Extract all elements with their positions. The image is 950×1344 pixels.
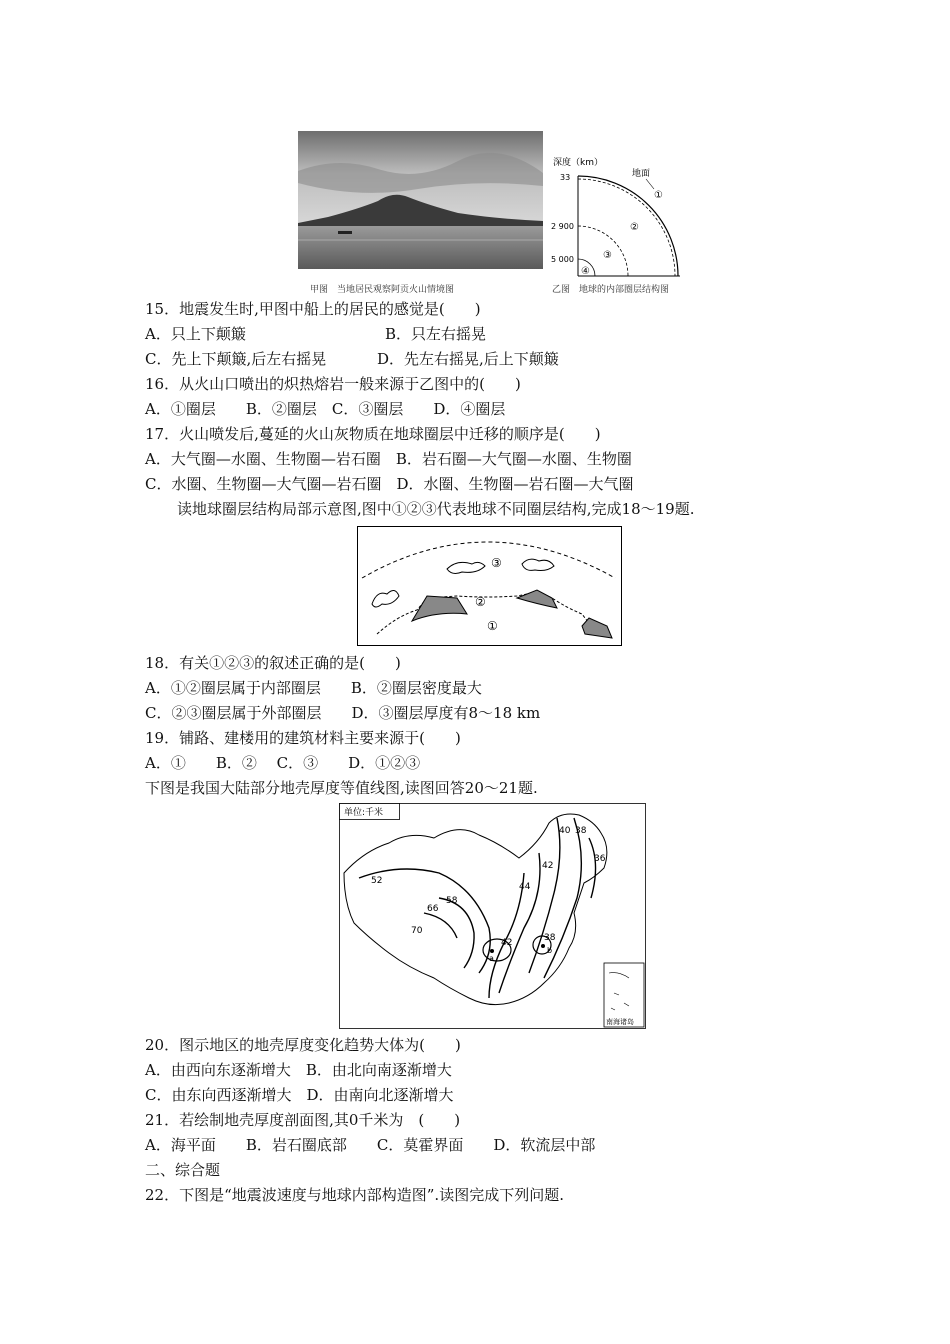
q22-stem: 22．下图是“地震波速度与地球内部构造图”.读图完成下列问题. bbox=[145, 1186, 564, 1204]
layer-2-label: ② bbox=[475, 595, 486, 609]
label-42-inner: 42 bbox=[501, 938, 513, 948]
q20-options-row2: C．由东向西逐渐增大 D．由南向北逐渐增大 bbox=[145, 1086, 454, 1104]
photo-caption: 甲图 当地居民观察阿贡火山情境图 bbox=[310, 285, 455, 295]
q19-options: A．① B．② C．③ D．①②③ bbox=[145, 754, 421, 772]
q15-option-b: B．只左右摇晃 bbox=[385, 325, 487, 343]
depth-33: 33 bbox=[560, 173, 571, 182]
q19-stem: 19．铺路、建楼用的建筑材料主要来源于( ) bbox=[145, 729, 461, 747]
label-42: 42 bbox=[542, 861, 554, 871]
label-70: 70 bbox=[411, 926, 423, 936]
q15-stem: 15．地震发生时,甲图中船上的居民的感觉是( ) bbox=[145, 300, 481, 318]
diagram-caption: 乙图 地球的内部圈层结构图 bbox=[552, 285, 670, 295]
label-44: 44 bbox=[519, 882, 531, 892]
label-38: 38 bbox=[575, 826, 587, 836]
earth-layer-diagram-svg bbox=[548, 154, 690, 282]
section-2-heading: 二、综合题 bbox=[145, 1161, 221, 1179]
label-36: 36 bbox=[594, 854, 606, 864]
axis-title: 深度（km） bbox=[553, 158, 603, 168]
label-38-inner: 38 bbox=[544, 933, 556, 943]
layer-4-label: ④ bbox=[581, 266, 590, 277]
layer-3-label: ③ bbox=[603, 250, 612, 261]
label-66: 66 bbox=[427, 904, 439, 914]
layer-1-label: ① bbox=[487, 619, 498, 633]
q15-option-d: D．先左右摇晃,后上下颠簸 bbox=[377, 350, 559, 368]
label-b: b bbox=[547, 946, 553, 955]
q17-stem: 17．火山喷发后,蔓延的火山灰物质在地球圈层中迁移的顺序是( ) bbox=[145, 425, 601, 443]
intro-20-21: 下图是我国大陆部分地壳厚度等值线图,读图回答20～21题. bbox=[145, 779, 538, 797]
q16-stem: 16．从火山口喷出的炽热熔岩一般来源于乙图中的( ) bbox=[145, 375, 521, 393]
intro-18-19: 读地球圈层结构局部示意图,图中①②③代表地球不同圈层结构,完成18～19题. bbox=[177, 500, 695, 518]
surface-label: 地面 bbox=[632, 169, 651, 179]
depth-2900: 2 900 bbox=[551, 222, 574, 231]
layer-1-label: ① bbox=[654, 190, 663, 201]
depth-5000: 5 000 bbox=[551, 255, 574, 264]
q15-option-a: A．只上下颠簸 bbox=[145, 325, 246, 343]
q18-options-row2: C．②③圈层属于外部圈层 D．③圈层厚度有8～18 km bbox=[145, 704, 541, 722]
inset-label: 南海诸岛 bbox=[606, 1018, 634, 1026]
q18-stem: 18．有关①②③的叙述正确的是( ) bbox=[145, 654, 401, 672]
layer-3-label: ③ bbox=[491, 556, 502, 570]
point-b bbox=[541, 944, 545, 948]
earth-layer-diagram bbox=[548, 154, 690, 282]
q21-stem: 21．若绘制地壳厚度剖面图,其0千米为 ( ) bbox=[145, 1111, 461, 1129]
sphere-structure-svg bbox=[357, 526, 622, 646]
layer-2-label: ② bbox=[630, 222, 639, 233]
surface-arc bbox=[578, 176, 678, 276]
q15-option-c: C．先上下颠簸,后左右摇晃 bbox=[145, 350, 327, 368]
q17-options-row2: C．水圈、生物圈—大气圈—岩石圈 D．水圈、生物圈—岩石圈—大气圈 bbox=[145, 475, 634, 493]
label-52: 52 bbox=[371, 876, 383, 886]
point-a bbox=[490, 949, 494, 953]
q17-options-row1: A．大气圈—水圈、生物圈—岩石圈 B．岩石圈—大气圈—水圈、生物圈 bbox=[145, 450, 632, 468]
crust-thickness-map-svg bbox=[339, 803, 646, 1029]
label-58: 58 bbox=[446, 896, 458, 906]
q21-options: A．海平面 B．岩石圈底部 C．莫霍界面 D．软流层中部 bbox=[145, 1136, 596, 1154]
q20-stem: 20．图示地区的地壳厚度变化趋势大体为( ) bbox=[145, 1036, 461, 1054]
sphere-structure-diagram bbox=[357, 526, 622, 646]
volcano-photo-image bbox=[298, 131, 543, 279]
q16-options: A．①圈层 B．②圈层 C．③圈层 D．④圈层 bbox=[145, 400, 506, 418]
q20-options-row1: A．由西向东逐渐增大 B．由北向南逐渐增大 bbox=[145, 1061, 452, 1079]
crust-thickness-map bbox=[339, 803, 646, 1029]
map-unit: 单位:千米 bbox=[344, 808, 384, 818]
q18-options-row1: A．①②圈层属于内部圈层 B．②圈层密度最大 bbox=[145, 679, 482, 697]
volcano-photo bbox=[298, 131, 543, 279]
label-40: 40 bbox=[559, 826, 571, 836]
label-a: a bbox=[489, 954, 494, 963]
